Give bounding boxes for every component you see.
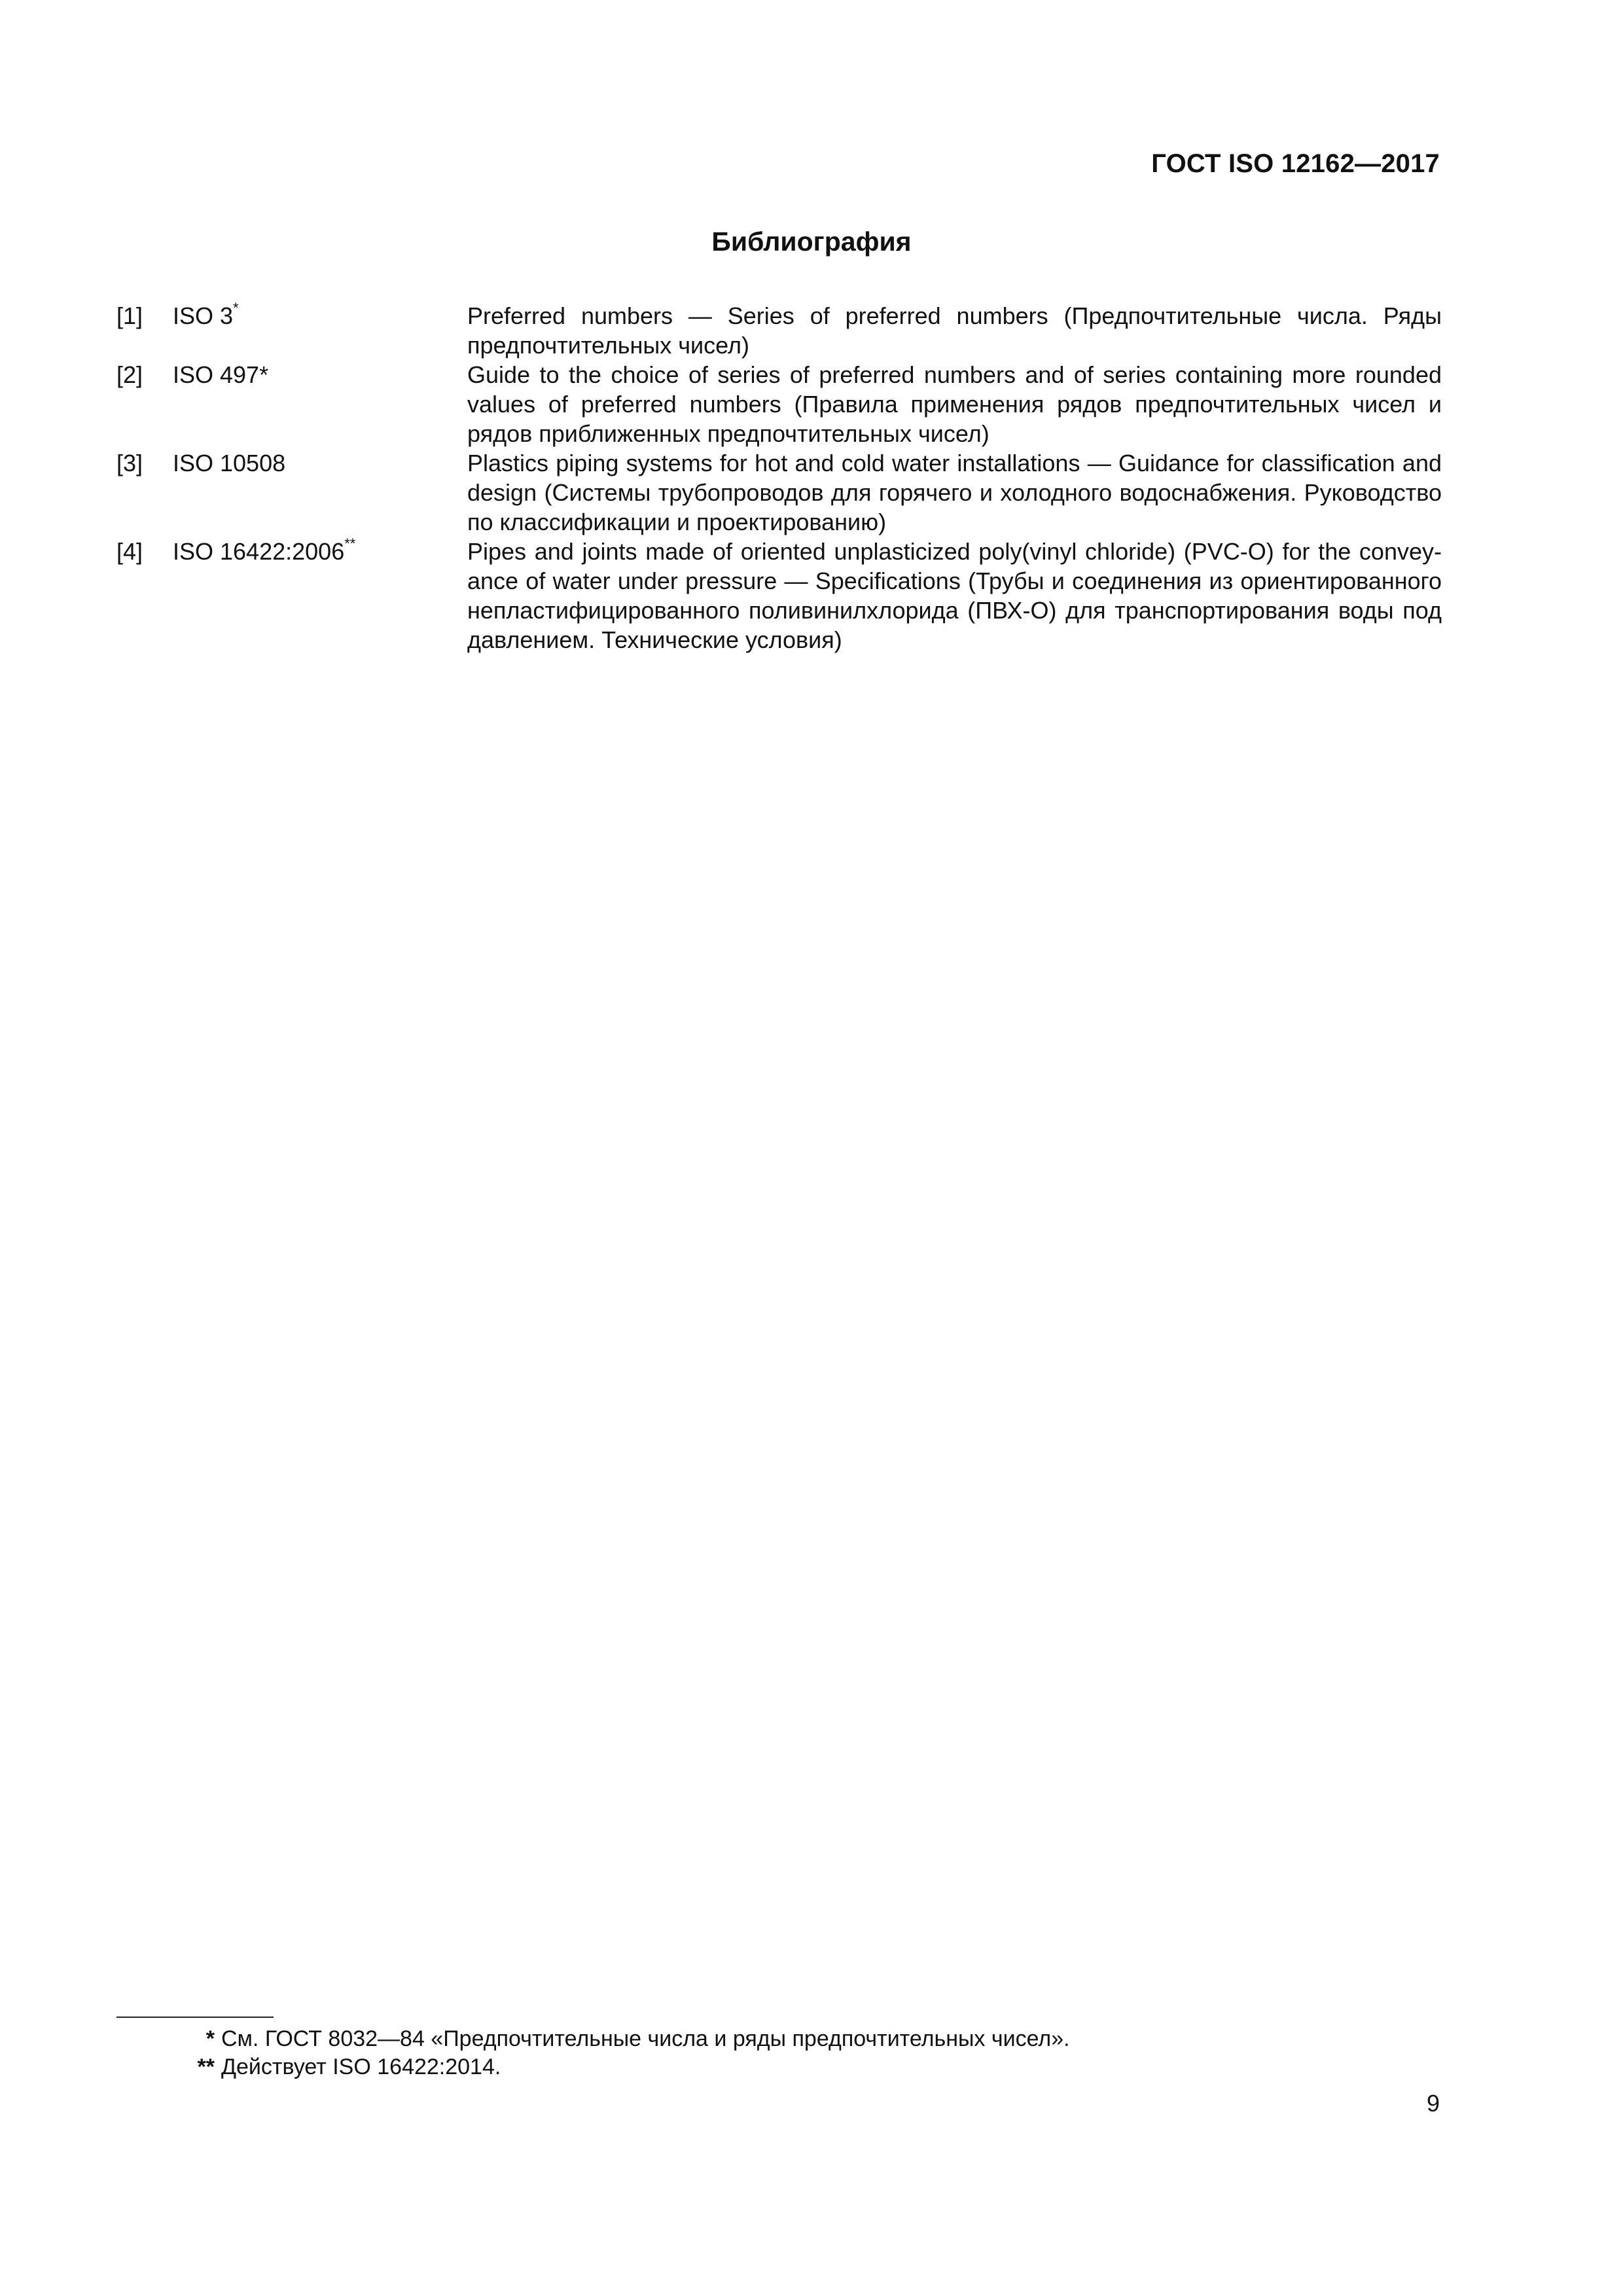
page-number: 9 (1426, 2090, 1440, 2117)
entry-reference-code: ISO 10508 (173, 450, 286, 476)
bibliography-entry (116, 448, 1442, 537)
footnote-text: См. ГОСТ 8032—84 «Предпочтительные числа и ряды предпочтительных чисел». (221, 2026, 1070, 2051)
footnote-text: Действует ISO 16422:2014. (221, 2054, 501, 2079)
entry-description: Plastics piping systems for hot and cold water installations — Guidance for classification and design (Системы трубопроводов для горячего и холодного водоснабжения. Руководство по классификации и проектированию) (467, 450, 1442, 535)
entry-reference (173, 448, 467, 478)
entry-reference (173, 301, 467, 331)
entry-reference-code: ISO 497* (173, 361, 269, 388)
entry-description: Preferred numbers — Series of preferred numbers (Предпочтительные числа. Ряды предпочтительных чисел) (467, 302, 1442, 359)
bibliography-entry (116, 537, 1442, 655)
footnotes (185, 2025, 1070, 2081)
entry-reference (173, 360, 467, 389)
entry-description: Pipes and joints made of oriented unplasticized poly(vinyl chloride) (PVC-O) for the conveyance of water under pressure — Specifications (Трубы и соединения из ориентированного непластифицированного поливинилхлорида (ПВХ-О) для транспортирования воды под давлением. Технические условия) (467, 538, 1442, 653)
entry-number: [2] (116, 361, 143, 388)
entry-reference-code: ISO 3 (173, 302, 234, 329)
entry-number: [3] (116, 450, 143, 476)
entry-reference (173, 537, 467, 566)
entry-reference-footnote-mark: * (233, 300, 239, 316)
footnote-mark: ** (197, 2054, 215, 2079)
entry-reference-footnote-mark: ** (344, 535, 356, 552)
entry-reference-code: ISO 16422:2006 (173, 538, 345, 565)
footnote-divider (116, 2017, 274, 2018)
page-title: Библиография (711, 226, 912, 257)
entry-description: Guide to the choice of series of preferred numbers and of series containing more rounded values of preferred numbers (Правила применения рядов предпочтительных чисел и рядов приближенных предпочтительных чисел) (467, 361, 1442, 447)
bibliography-entry (116, 360, 1442, 448)
document-code: ГОСТ ISO 12162—2017 (1151, 149, 1440, 178)
entry-number: [4] (116, 538, 143, 565)
footnote-mark: * (205, 2026, 215, 2051)
bibliography-list (116, 301, 1442, 655)
footnote (185, 2025, 1070, 2053)
footnote (185, 2053, 1070, 2081)
bibliography-entry (116, 301, 1442, 360)
entry-number: [1] (116, 302, 143, 329)
